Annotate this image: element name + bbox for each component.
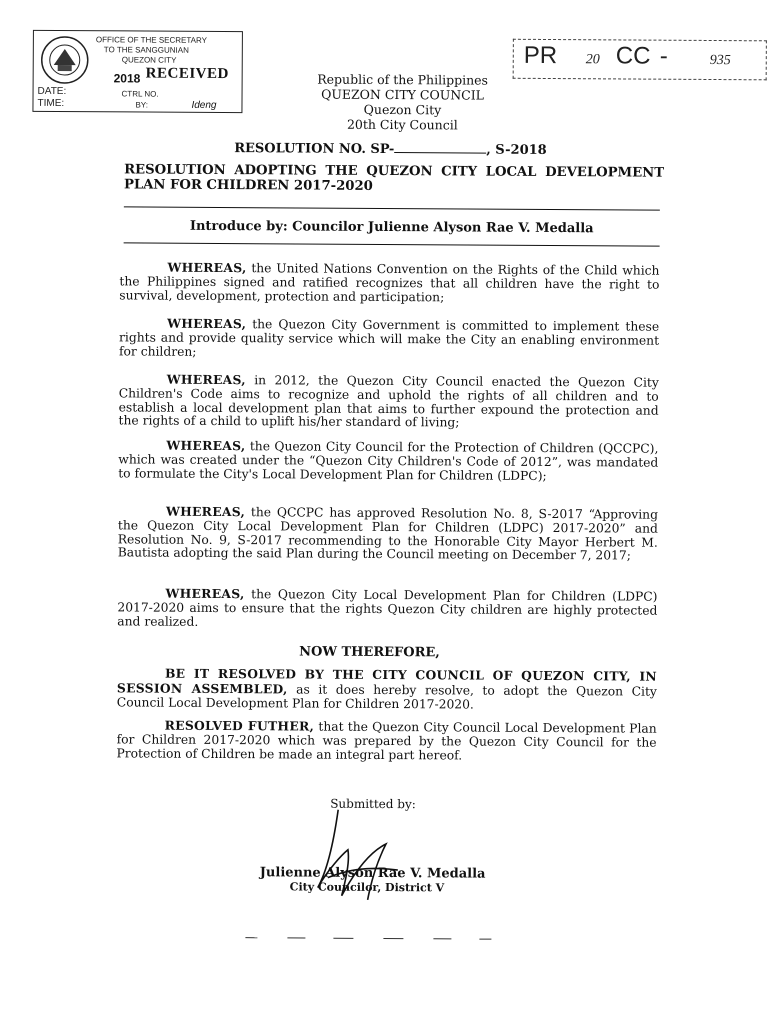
resolution-title: RESOLUTION ADOPTING THE QUEZON CITY LOCAL DEVELOPMENT PLAN FOR CHILDREN 2017-2020 [123,162,665,194]
header-council: QUEZON CITY COUNCIL [321,86,485,103]
reference-number-box: PR 20 CC - 935 [513,39,767,81]
introducer-name: Councilor Julienne Alyson Rae V. Medalla [292,219,594,237]
resolution-number [234,139,547,158]
stamp-office-line1: OFFICE OF THE SECRETARY [95,35,208,45]
resolution-series: , S-2018 [486,142,547,158]
header-session: 20th City Council [346,116,458,133]
city-seal-icon [40,35,90,85]
resolved-clause: RESOLVED FUTHER, that the Quezon City Council Local Development Plan for Children 2017-2020 which was prepared by the Quezon City Council for the Protection of Children be made an integral part hereof. [116,717,657,763]
stamp-time-label: TIME: [37,97,65,110]
footer-dash [245,937,257,938]
stamp-initials: Ideng [191,99,217,111]
introducer-label: Introduce by: [189,218,288,235]
submitted-by-label: Submitted by: [330,796,416,812]
signatory-name: Julienne Alyson Rae V. Medalla [259,865,486,882]
header-city: Quezon City [363,101,442,118]
divider-top [124,206,660,210]
letterhead [272,71,532,133]
now-therefore-heading: NOW THEREFORE, [299,644,440,661]
stamp-by-label: BY: [135,100,148,110]
ref-code: CC [615,42,651,70]
stamp-date-label: DATE: [37,85,67,98]
whereas-clause: WHEREAS, the QCCPC has approved Resolution No. 8, S-2017 “Approving the Quezon City Local Development Plan for Children (LDPC) 2017-2020” and Resolution No. 9, S-2017 recommending to the Honorable City Mayor Herbert M. Bautista adopting the said Plan during the Council meeting on December 7, 2017; [117,503,659,563]
signatory-position: City Councilor, District V [289,880,445,895]
whereas-clause: WHEREAS, the Quezon City Council for the Protection of Children (QCCPC), which was created under the “Quezon City Children's Code of 2012”, was mandated to formulate the City's Local Development Plan for Children (LDPC); [118,437,659,483]
stamp-received: RECEIVED [145,65,229,83]
whereas-clause: WHEREAS, the Quezon City Government is committed to implement these rights and provide quality service which will make the City an enabling environment for children; [118,315,660,359]
footer-dash [333,938,353,939]
resolved-clause: BE IT RESOLVED BY THE CITY COUNCIL OF QUEZON CITY, IN SESSION ASSEMBLED, as it does hereby resolve, to adopt the Quezon City Council Local Development Plan for Children 2017-2020. [116,665,658,712]
resolution-number-label: RESOLUTION NO. SP- [234,141,395,158]
introducer-line [124,218,660,236]
whereas-clause: WHEREAS, in 2012, the Quezon City Council enacted the Quezon City Children's Code aims to recognize and uphold the rights of all children and to establish a local development plan that aims to further expound the protection and the rights of a child to uplift his/her standard of living; [118,371,659,430]
footer-dash [479,939,491,940]
footer-dash [383,938,403,939]
footer-dash [433,938,451,939]
divider-bottom [124,242,660,246]
ref-prefix: PR [523,41,558,70]
stamp-date-value: 2018 [113,71,141,86]
ref-number: 935 [709,52,731,69]
header-republic: Republic of the Philippines [317,71,489,88]
handwritten-signature [298,796,419,920]
whereas-clause: WHEREAS, the Quezon City Local Development Plan for Children (LDPC) 2017-2020 aims to ensure that the rights Quezon City children are highly protected and realized. [117,585,658,629]
stamp-office-line2: TO THE SANGGUNIAN [103,45,189,55]
stamp-office-line3: QUEZON CITY [121,55,177,65]
whereas-clause: WHEREAS, the United Nations Convention on the Rights of the Child which the Philippines signed and ratified recognizes that all children have the right to survival, development, protection and participation; [119,259,660,304]
ref-session: 20 [585,52,600,68]
received-stamp [32,30,242,113]
footer-dash [287,937,305,938]
stamp-ctrl-label: CTRL NO. [121,89,159,99]
